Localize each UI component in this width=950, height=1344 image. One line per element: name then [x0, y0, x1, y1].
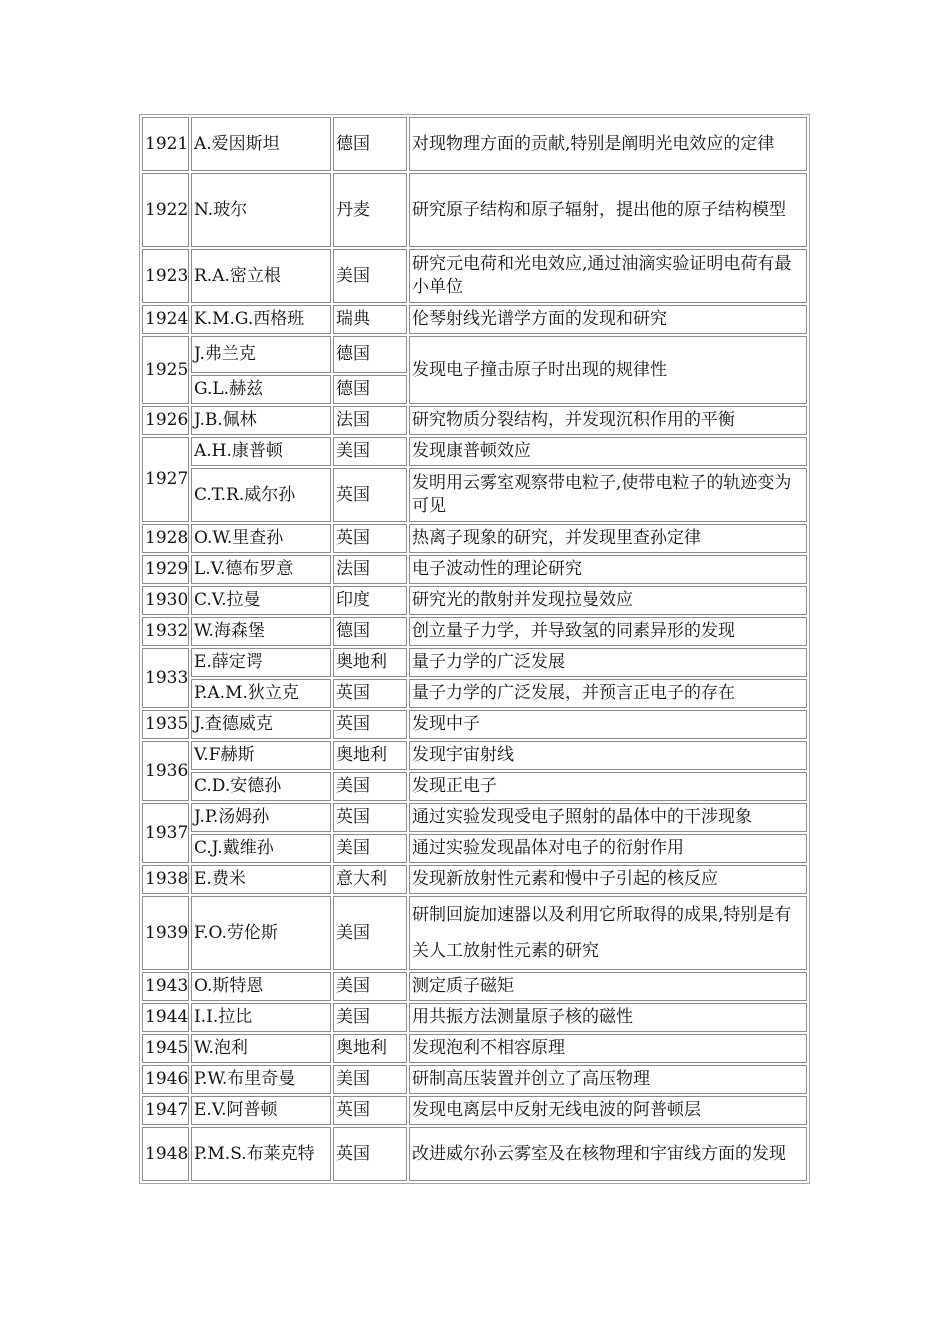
laureate-cell: P.A.M.狄立克 [191, 679, 331, 708]
table-row [142, 249, 807, 303]
country-cell: 法国 [333, 555, 407, 584]
laureate-cell: J.P.汤姆孙 [191, 803, 331, 832]
year-cell: 1943 [142, 972, 189, 1001]
country-cell: 印度 [333, 586, 407, 615]
year-cell: 1938 [142, 865, 189, 894]
year-cell: 1932 [142, 617, 189, 646]
year-cell: 1928 [142, 524, 189, 553]
country-cell: 意大利 [333, 865, 407, 894]
nobel-physics-table [139, 114, 810, 1184]
table-row [142, 834, 807, 863]
table-row [142, 648, 807, 677]
laureate-cell: O.斯特恩 [191, 972, 331, 1001]
year-cell: 1939 [142, 896, 189, 970]
table-row [142, 117, 807, 171]
country-cell: 德国 [333, 375, 407, 404]
laureate-cell: P.M.S.布莱克特 [191, 1127, 331, 1181]
year-cell: 1944 [142, 1003, 189, 1032]
country-cell: 英国 [333, 679, 407, 708]
work-cell: 用共振方法测量原子核的磁性 [409, 1003, 807, 1032]
work-cell: 研究原子结构和原子辐射，提出他的原子结构模型 [409, 173, 807, 247]
year-cell: 1935 [142, 710, 189, 739]
country-cell: 英国 [333, 524, 407, 553]
laureate-cell: F.O.劳伦斯 [191, 896, 331, 970]
work-cell: 量子力学的广泛发展 [409, 648, 807, 677]
work-cell: 研制高压装置并创立了高压物理 [409, 1065, 807, 1094]
work-cell: 伦琴射线光谱学方面的发现和研究 [409, 305, 807, 334]
table-row [142, 524, 807, 553]
year-cell: 1923 [142, 249, 189, 303]
country-cell: 丹麦 [333, 173, 407, 247]
laureate-cell: O.W.里查孙 [191, 524, 331, 553]
table-row [142, 586, 807, 615]
work-cell: 发现宇宙射线 [409, 741, 807, 770]
table-row [142, 679, 807, 708]
table-row [142, 406, 807, 435]
laureate-cell: P.W.布里奇曼 [191, 1065, 331, 1094]
year-cell: 1933 [142, 648, 189, 708]
laureate-cell: E.薛定谔 [191, 648, 331, 677]
table-row [142, 1096, 807, 1125]
laureate-cell: C.D.安德孙 [191, 772, 331, 801]
laureate-cell: V.F赫斯 [191, 741, 331, 770]
laureate-cell: J.弗兰克 [191, 336, 331, 373]
country-cell: 德国 [333, 117, 407, 171]
year-cell: 1921 [142, 117, 189, 171]
work-cell: 发现正电子 [409, 772, 807, 801]
table-row [142, 1003, 807, 1032]
work-cell: 发明用云雾室观察带电粒子,使带电粒子的轨迹变为可见 [409, 468, 807, 522]
country-cell: 美国 [333, 1003, 407, 1032]
table-row [142, 741, 807, 770]
table-row [142, 555, 807, 584]
table-row [142, 336, 807, 373]
work-cell: 发现中子 [409, 710, 807, 739]
table-row [142, 772, 807, 801]
table-row [142, 1065, 807, 1094]
year-cell: 1946 [142, 1065, 189, 1094]
work-cell: 研究光的散射并发现拉曼效应 [409, 586, 807, 615]
table-row [142, 865, 807, 894]
work-cell: 创立量子力学，并导致氢的同素异形的发现 [409, 617, 807, 646]
year-cell: 1947 [142, 1096, 189, 1125]
year-cell: 1930 [142, 586, 189, 615]
work-cell: 改进威尔孙云雾室及在核物理和宇宙线方面的发现 [409, 1127, 807, 1181]
year-cell: 1925 [142, 336, 189, 404]
laureate-cell: R.A.密立根 [191, 249, 331, 303]
country-cell: 德国 [333, 617, 407, 646]
work-cell: 通过实验发现晶体对电子的衍射作用 [409, 834, 807, 863]
laureate-cell: I.I.拉比 [191, 1003, 331, 1032]
country-cell: 英国 [333, 710, 407, 739]
work-cell: 对现物理方面的贡献,特别是阐明光电效应的定律 [409, 117, 807, 171]
country-cell: 英国 [333, 803, 407, 832]
year-cell: 1945 [142, 1034, 189, 1063]
year-cell: 1927 [142, 437, 189, 522]
work-cell: 热离子现象的研究，并发现里查孙定律 [409, 524, 807, 553]
country-cell: 美国 [333, 1065, 407, 1094]
year-cell: 1936 [142, 741, 189, 801]
laureate-cell: C.T.R.威尔孙 [191, 468, 331, 522]
year-cell: 1948 [142, 1127, 189, 1181]
work-cell: 测定质子磁矩 [409, 972, 807, 1001]
laureate-cell: N.玻尔 [191, 173, 331, 247]
laureate-cell: J.B.佩林 [191, 406, 331, 435]
work-cell: 研制回旋加速器以及利用它所取得的成果,特别是有关人工放射性元素的研究 [409, 896, 807, 970]
country-cell: 美国 [333, 772, 407, 801]
country-cell: 德国 [333, 336, 407, 373]
laureate-cell: W.泡利 [191, 1034, 331, 1063]
laureate-cell: W.海森堡 [191, 617, 331, 646]
country-cell: 美国 [333, 896, 407, 970]
laureate-cell: A.H.康普顿 [191, 437, 331, 466]
country-cell: 美国 [333, 972, 407, 1001]
laureate-cell: K.M.G.西格班 [191, 305, 331, 334]
country-cell: 奥地利 [333, 1034, 407, 1063]
work-cell: 研究物质分裂结构，并发现沉积作用的平衡 [409, 406, 807, 435]
work-cell: 发现电离层中反射无线电波的阿普顿层 [409, 1096, 807, 1125]
table-row [142, 617, 807, 646]
table-row [142, 305, 807, 334]
work-cell: 发现电子撞击原子时出现的规律性 [409, 336, 807, 404]
country-cell: 奥地利 [333, 648, 407, 677]
work-cell: 量子力学的广泛发展，并预言正电子的存在 [409, 679, 807, 708]
country-cell: 奥地利 [333, 741, 407, 770]
country-cell: 美国 [333, 249, 407, 303]
work-cell: 研究元电荷和光电效应,通过油滴实验证明电荷有最小单位 [409, 249, 807, 303]
table-row [142, 1127, 807, 1181]
country-cell: 美国 [333, 834, 407, 863]
country-cell: 英国 [333, 1096, 407, 1125]
year-cell: 1922 [142, 173, 189, 247]
country-cell: 美国 [333, 437, 407, 466]
work-cell: 发现新放射性元素和慢中子引起的核反应 [409, 865, 807, 894]
country-cell: 法国 [333, 406, 407, 435]
country-cell: 瑞典 [333, 305, 407, 334]
laureate-cell: A.爱因斯坦 [191, 117, 331, 171]
year-cell: 1924 [142, 305, 189, 334]
year-cell: 1929 [142, 555, 189, 584]
laureate-cell: E.费米 [191, 865, 331, 894]
table-row [142, 1034, 807, 1063]
table-row [142, 173, 807, 247]
work-cell: 通过实验发现受电子照射的晶体中的干涉现象 [409, 803, 807, 832]
work-cell: 电子波动性的理论研究 [409, 555, 807, 584]
work-cell: 发现泡利不相容原理 [409, 1034, 807, 1063]
country-cell: 英国 [333, 468, 407, 522]
table-row [142, 710, 807, 739]
laureate-cell: G.L.赫兹 [191, 375, 331, 404]
year-cell: 1937 [142, 803, 189, 863]
laureate-cell: L.V.德布罗意 [191, 555, 331, 584]
year-cell: 1926 [142, 406, 189, 435]
table-row [142, 896, 807, 970]
laureate-cell: E.V.阿普顿 [191, 1096, 331, 1125]
table-row [142, 972, 807, 1001]
country-cell: 英国 [333, 1127, 407, 1181]
work-cell: 发现康普顿效应 [409, 437, 807, 466]
laureate-cell: C.J.戴维孙 [191, 834, 331, 863]
table-row [142, 468, 807, 522]
laureate-cell: J.查德威克 [191, 710, 331, 739]
table-row [142, 803, 807, 832]
laureate-cell: C.V.拉曼 [191, 586, 331, 615]
table-row [142, 437, 807, 466]
